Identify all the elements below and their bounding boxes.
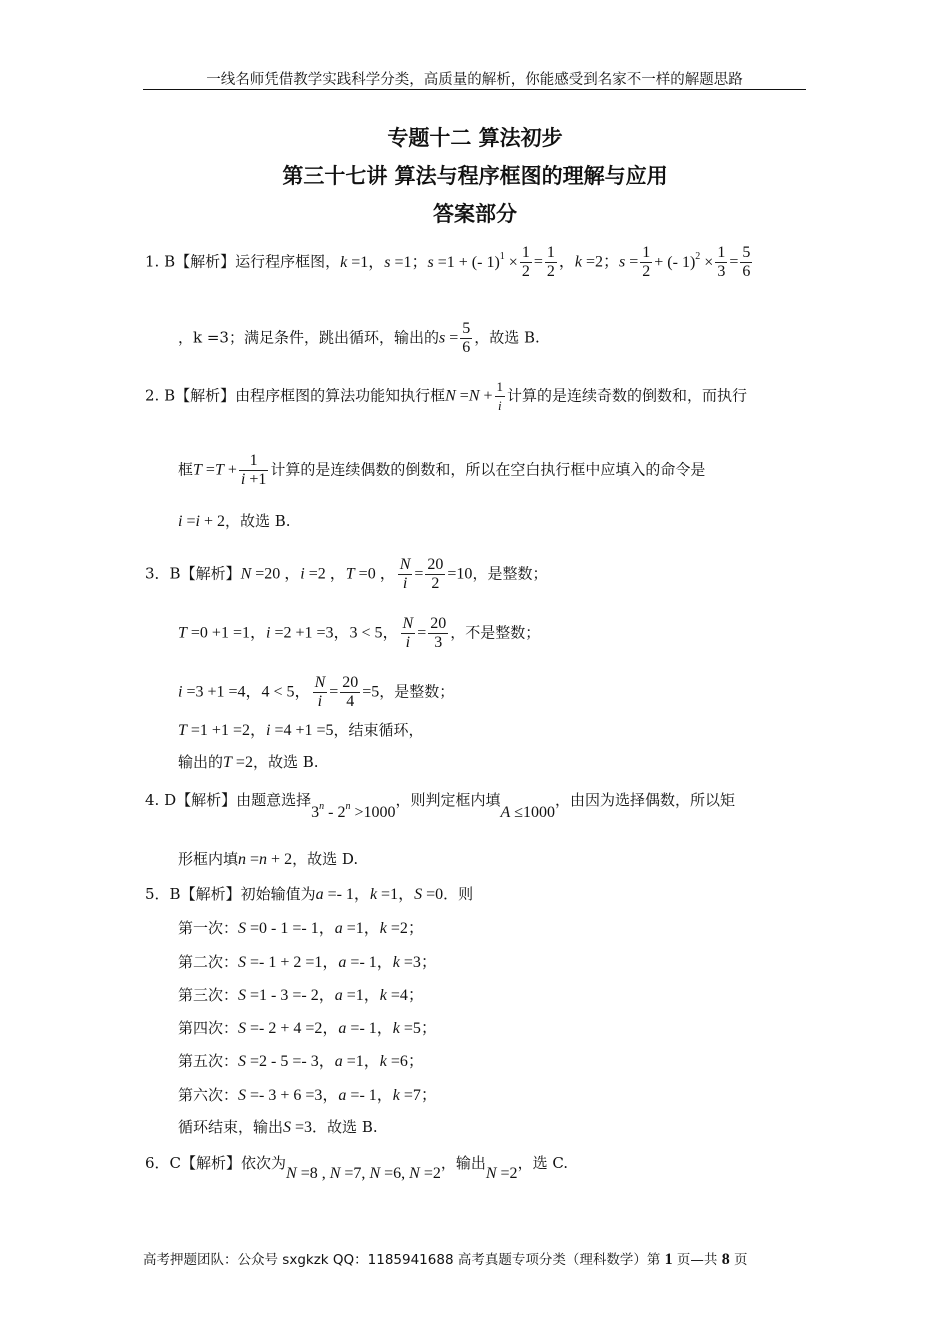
q4-line1: 4. D【解析】由题意选择$3^n - 2^n >1000$，则判定框内填A ≤1000，由因为选择偶数，所以矩 (145, 791, 736, 821)
page-total: 8 (721, 1251, 730, 1268)
q6-mid: ，输出 (440, 1154, 486, 1172)
page-number: 1 (664, 1251, 673, 1268)
q5-step: 第一次：S =0 - 1 =- 1，a =1，k =2； (178, 919, 424, 937)
q3-line5: 输出的T =2，故选 B. (178, 753, 319, 771)
q3-line3: i =3 +1 =4，4 < 5， $\frac{N}{i}$ = $\frac{20}{4}$ =5，是整数； (178, 674, 455, 710)
q2-lead: 2. B【解析】由程序框图的算法功能知执行框 (145, 386, 446, 405)
q2-line2a: 框 (178, 460, 194, 479)
page-header: 一线名师凭借教学实践科学分类，高质量的解析，你能感受到名家不一样的解题思路 (206, 72, 743, 88)
q6-tail: ，选 C. (517, 1154, 569, 1172)
q5-step: 第四次：S =- 2 + 4 =2，a =- 1，k =5； (178, 1019, 437, 1037)
q2-line3: i =i + 2，故选 B. (178, 512, 291, 530)
q3-r4: ，结束循环， (333, 721, 424, 739)
q3-r2: ，不是整数； (450, 623, 541, 642)
q4-line2a: 形框内填 (178, 850, 239, 868)
q4-tail: ，由因为选择偶数，所以矩 (555, 791, 736, 809)
q4-line2b: ，故选 D. (292, 850, 359, 868)
q3-r3: ，是整数； (379, 682, 455, 701)
header-rule (143, 89, 806, 90)
section-title: 专题十二 算法初步 (387, 126, 563, 150)
q5-step: 第六次：S =- 3 + 6 =3，a =- 1，k =7； (178, 1086, 437, 1104)
q4-line2: 形框内填n =n + 2，故选 D. (178, 850, 359, 868)
q1-tail: ，k =3；满足条件，跳出循环，输出的 (178, 328, 439, 347)
q1-line1: 1. B【解析】运行程序框图，k =1，s =1；s =1 + (- 1)$^1$ × $\frac{1}{2}$ = $\frac{1}{2}$ ，k =2；s = $\frac{1}{2}$ + (- 1)$^2$ × $\frac{1}{3}$ = $\frac{5}{6}$ (145, 244, 751, 280)
q4-mid: ，则判定框内填 (395, 791, 501, 809)
q5-line1: 5．B【解析】初始输值为a =- 1，k =1，S =0．则 (145, 885, 474, 903)
q3-line4: T =1 +1 =2，i =4 +1 =5，结束循环， (178, 721, 424, 739)
q1-line2: ，k =3；满足条件，跳出循环，输出的s = $\frac{5}{6}$ ，故选 B. (178, 320, 540, 356)
q5-step: 第二次：S =- 1 + 2 =1，a =- 1，k =3； (178, 953, 437, 971)
q5-end: 循环结束，输出S =3．故选 B. (178, 1118, 378, 1136)
q3-r1: ，是整数； (472, 564, 548, 583)
q3-r5b: ，故选 B. (252, 753, 319, 771)
answer-title: 答案部分 (433, 202, 517, 226)
q2-mid: 计算的是连续奇数的倒数和，而执行 (507, 386, 748, 405)
q2-line2b: 计算的是连续偶数的倒数和，所以在空白执行框中应填入的命令是 (270, 460, 706, 479)
q2-line3-text: ，故选 B. (224, 512, 291, 530)
q5-step: 第五次：S =2 - 5 =- 3，a =1，k =6； (178, 1052, 424, 1070)
q4-lead: 4. D【解析】由题意选择 (145, 791, 312, 809)
page-footer: 高考押题团队：公众号 sxgkzk QQ：1185941688 高考真题专项分类（理科数学）第 1 页—共 8 页 (143, 1251, 748, 1268)
q5-then: ．则 (443, 885, 474, 903)
q1-lead: 1. B【解析】运行程序框图， (145, 252, 341, 271)
q5-lead: 5．B【解析】初始输值为 (145, 885, 316, 903)
q5-step: 第三次：S =1 - 3 =- 2，a =1，k =4； (178, 986, 424, 1004)
q3-line1: 3．B【解析】N =20 ，i =2 ，T =0 ， $\frac{N}{i}$ = $\frac{20}{2}$ =10，是整数； (145, 556, 548, 592)
q3-line2: T =0 +1 =1，i =2 +1 =3，3 < 5， $\frac{N}{i}$ = $\frac{20}{3}$ ，不是整数； (178, 615, 541, 651)
q3-lead: 3．B【解析】 (145, 564, 241, 583)
q1-end: ，故选 B. (474, 328, 540, 347)
q6-line1: 6．C【解析】依次为N =8 , N =7, N =6, N =2，输出N =2，选 C. (145, 1154, 569, 1182)
q2-line1: 2. B【解析】由程序框图的算法功能知执行框N =N + $\frac{1}{i}$ 计算的是连续奇数的倒数和，而执行 (145, 379, 748, 413)
q3-r5a: 输出的 (178, 753, 224, 771)
q6-lead: 6．C【解析】依次为 (145, 1154, 287, 1172)
q2-line2: 框T =T + $\frac{1}{i +1}$ 计算的是连续偶数的倒数和，所以在空白执行框中应填入的命令是 (178, 452, 706, 488)
lecture-title: 第三十七讲 算法与程序框图的理解与应用 (282, 164, 668, 188)
